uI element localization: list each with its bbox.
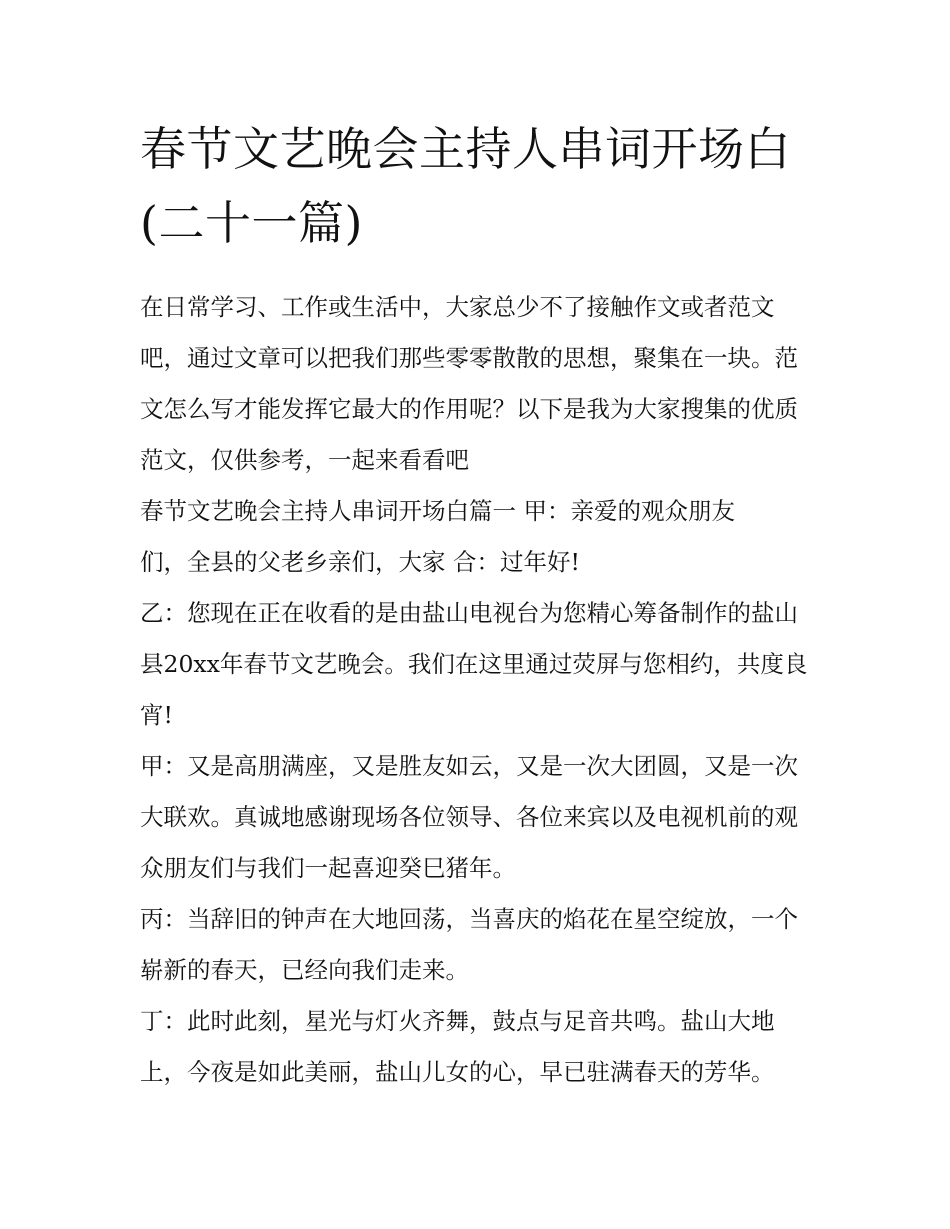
paragraph-bing: 丙：当辞旧的钟声在大地回荡，当喜庆的焰花在星空绽放，一个崭新的春天，已经向我们走来。 [140,905,798,984]
document-title: 春节文艺晚会主持人串词开场白(二十一篇) [140,122,791,250]
paragraph-ding: 丁：此时此刻，星光与灯火齐舞，鼓点与足音共鸣。盐山大地上，今夜是如此美丽，盐山儿女的心，早已驻满春天的芳华。 [140,1007,775,1086]
paragraph-yi: 乙：您现在正在收看的是由盐山电视台为您精心筹备制作的盐山县20xx年春节文艺晚会。我们在这里通过荧屏与您相约，共度良宵! [140,599,808,729]
document-page [140,112,820,1098]
paragraph-intro: 在日常学习、工作或生活中，大家总少不了接触作文或者范文吧，通过文章可以把我们那些零零散散的思想，聚集在一块。范文怎么写才能发挥它最大的作用呢？以下是我为大家搜集的优质范文，仅供参考，一起来看看吧 [140,293,798,474]
paragraph-opening: 春节文艺晚会主持人串词开场白篇一 甲：亲爱的观众朋友们，全县的父老乡亲们，大家 合：过年好! [140,497,735,576]
paragraph-jia: 甲：又是高朋满座，又是胜友如云，又是一次大团圆，又是一次大联欢。真诚地感谢现场各位领导、各位来宾以及电视机前的观众朋友们与我们一起喜迎癸巳猪年。 [140,752,798,882]
